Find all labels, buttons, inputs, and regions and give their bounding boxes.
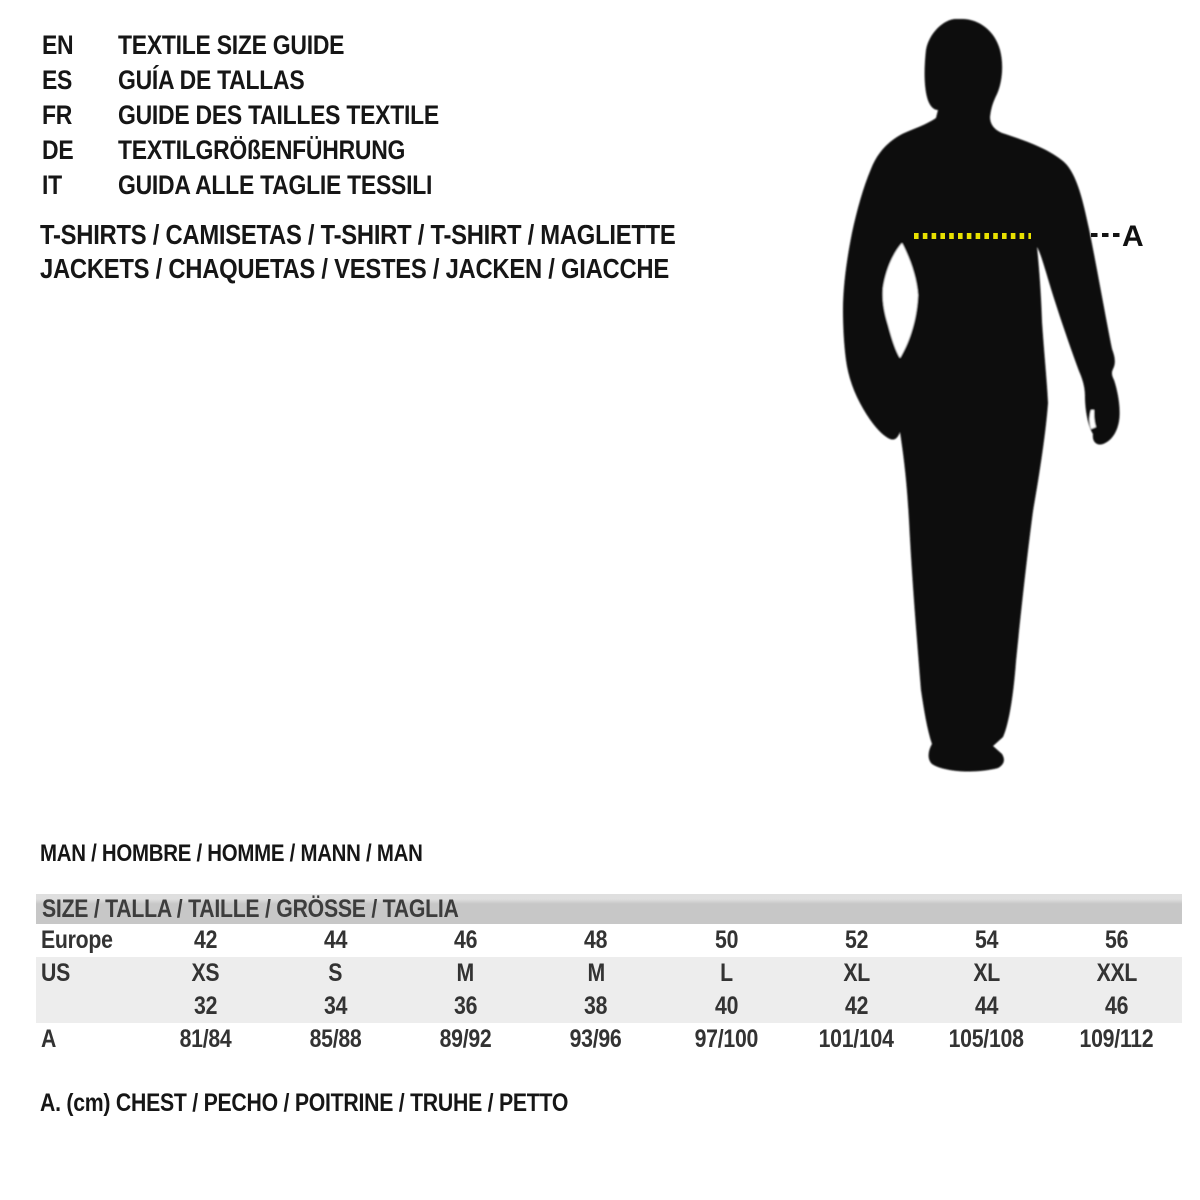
size-cell: 56 xyxy=(1105,926,1129,954)
size-cell: L xyxy=(719,959,733,987)
man-silhouette-svg xyxy=(820,0,1160,800)
table-row-europe xyxy=(36,924,1182,957)
size-cell: XL xyxy=(973,959,1000,987)
lang-row-de xyxy=(42,133,496,168)
size-cell: 101/104 xyxy=(818,1025,894,1053)
size-cell: 32 xyxy=(193,992,217,1020)
row-label: A xyxy=(41,1025,57,1053)
table-row-eu-numeric xyxy=(36,990,1182,1023)
size-cell: 38 xyxy=(584,992,608,1020)
lang-code: DE xyxy=(42,135,74,165)
category-line-tshirts: T-SHIRTS / CAMISETAS / T-SHIRT / T-SHIRT / MAGLIETTE xyxy=(40,219,676,250)
lang-title: TEXTILE SIZE GUIDE xyxy=(118,30,345,60)
size-cell: 52 xyxy=(844,926,868,954)
lang-code: EN xyxy=(42,30,74,60)
size-cell: S xyxy=(328,959,343,987)
size-cell: 34 xyxy=(323,992,347,1020)
category-line-jackets: JACKETS / CHAQUETAS / VESTES / JACKEN / GIACCHE xyxy=(40,253,669,284)
size-cell: 46 xyxy=(1105,992,1129,1020)
size-cell: XS xyxy=(191,959,220,987)
size-table xyxy=(36,894,1182,1056)
lang-title: GUIDA ALLE TAGLIE TESSILI xyxy=(118,170,433,200)
table-row-us xyxy=(36,957,1182,990)
size-cell: 109/112 xyxy=(1079,1025,1154,1053)
garment-categories xyxy=(40,218,788,286)
lang-title: GUÍA DE TALLAS xyxy=(118,65,305,95)
measure-label-a: A xyxy=(1122,220,1144,253)
lang-row-fr xyxy=(42,98,496,133)
size-cell: 105/108 xyxy=(949,1025,1025,1053)
size-cell: M xyxy=(587,959,605,987)
size-table-header-label: SIZE / TALLA / TAILLE / GRÖSSE / TAGLIA xyxy=(42,894,459,923)
size-cell: 89/92 xyxy=(439,1025,492,1053)
size-cell: 44 xyxy=(323,926,347,954)
size-cell: 42 xyxy=(193,926,217,954)
size-cell: 81/84 xyxy=(179,1025,232,1053)
size-cell: 97/100 xyxy=(694,1025,758,1053)
lang-row-en xyxy=(42,28,496,63)
size-cell: 36 xyxy=(454,992,478,1020)
size-cell: 54 xyxy=(975,926,999,954)
section-title-man: MAN / HOMBRE / HOMME / MANN / MAN xyxy=(40,840,423,867)
size-guide-figure xyxy=(820,0,1160,800)
measurement-footnote: A. (cm) CHEST / PECHO / POITRINE / TRUHE / PETTO xyxy=(40,1088,569,1117)
lang-title: GUIDE DES TAILLES TEXTILE xyxy=(118,100,439,130)
table-row-a-chest xyxy=(36,1023,1182,1056)
size-cell: 85/88 xyxy=(309,1025,362,1053)
size-cell: 46 xyxy=(454,926,478,954)
row-label: US xyxy=(41,959,71,987)
size-cell: 50 xyxy=(714,926,738,954)
size-cell: 42 xyxy=(844,992,868,1020)
size-cell: XXL xyxy=(1096,959,1138,987)
size-cell: M xyxy=(456,959,475,987)
row-label: Europe xyxy=(41,926,113,954)
lang-title: TEXTILGRÖßENFÜHRUNG xyxy=(118,135,406,165)
lang-code: FR xyxy=(42,100,73,130)
size-cell: 40 xyxy=(714,992,738,1020)
lang-code: ES xyxy=(42,65,73,95)
size-cell: 44 xyxy=(975,992,999,1020)
language-list xyxy=(42,28,496,203)
man-silhouette-figure xyxy=(843,19,1120,771)
size-cell: 48 xyxy=(584,926,608,954)
lang-code: IT xyxy=(42,170,62,200)
lang-row-it xyxy=(42,168,496,203)
size-cell: 93/96 xyxy=(569,1025,622,1053)
lang-row-es xyxy=(42,63,496,98)
size-cell: XL xyxy=(843,959,870,987)
size-table-header xyxy=(36,894,1182,924)
